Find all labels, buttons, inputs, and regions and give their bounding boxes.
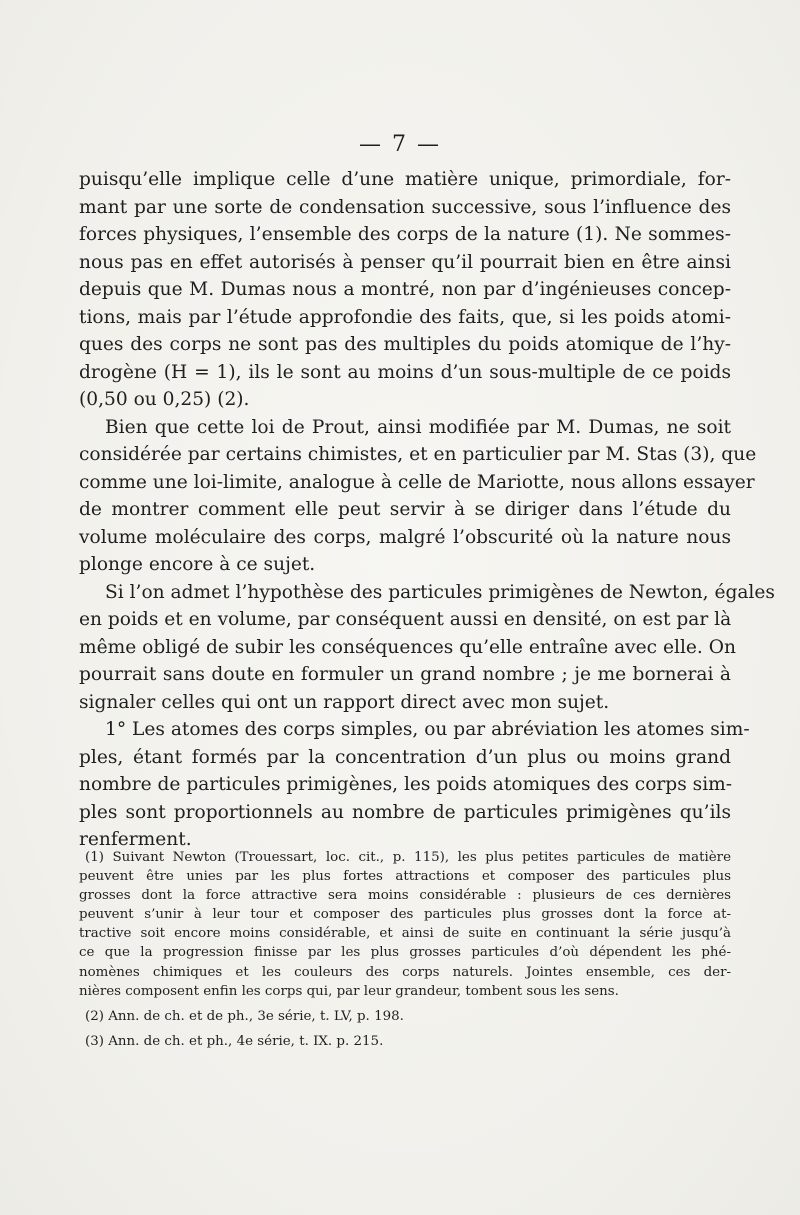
body-line: renferment.	[79, 829, 192, 850]
body-line: ples, étant formés par la concentration d’un plus ou moins grand	[79, 746, 731, 768]
body-line: nombre de particules primigènes, les poids atomiques des corps sim-	[79, 774, 733, 795]
body-line: Si l’on admet l’hypothèse des particules primigènes de Newton, égales	[105, 581, 775, 603]
body-line: considérée par certains chimistes, et en particulier par M. Stas (3), que	[79, 444, 757, 465]
body-line: tions, mais par l’étude approfondie des faits, que, si les poids atomi-	[79, 306, 731, 328]
body-line: ples sont proportionnels au nombre de particules primigènes qu’ils	[79, 801, 731, 823]
body-line: forces physiques, l’ensemble des corps de la nature (1). Ne sommes-	[79, 224, 731, 245]
body-line: ques des corps ne sont pas des multiples du poids atomique de l’hy-	[79, 334, 731, 355]
body-line: puisqu’elle implique celle d’une matière unique, primordiale, for-	[79, 169, 731, 190]
footnote-line: nomènes chimiques et les couleurs des corps naturels. Jointes ensemble, ces der-	[79, 964, 731, 980]
footnote-line: ce que la progression finisse par les plus grosses particules d’où dépendent les phé-	[79, 945, 731, 961]
footnote-line: peuvent s’unir à leur tour et composer des particules plus grosses dont la force at-	[79, 907, 731, 923]
body-line: depuis que M. Dumas nous a montré, non par d’ingénieuses concep-	[79, 279, 731, 300]
body-line: de montrer comment elle peut servir à se diriger dans l’étude du	[79, 499, 731, 520]
footnote-line: peuvent être unies par les plus fortes attractions et composer des particules plus	[79, 869, 731, 885]
footnote-line: tractive soit encore moins considérable, et ainsi de suite en continuant la série jusqu’à	[79, 926, 731, 942]
body-line: Bien que cette loi de Prout, ainsi modifiée par M. Dumas, ne soit	[105, 416, 731, 438]
body-line: drogène (H = 1), ils le sont au moins d’un sous-multiple de ce poids	[79, 361, 731, 383]
body-line: (0,50 ou 0,25) (2).	[79, 389, 250, 410]
footnote-line: nières composent enfin les corps qui, par leur grandeur, tombent sous les sens.	[79, 983, 619, 999]
body-line: comme une loi-limite, analogue à celle de Mariotte, nous allons essayer	[79, 471, 755, 493]
footnote-line: grosses dont la force attractive sera moins considérable : plusieurs de ces dernières	[79, 888, 731, 904]
body-line: en poids et en volume, par conséquent aussi en densité, on est par là	[79, 609, 732, 630]
body-line: plonge encore à ce sujet.	[79, 554, 316, 575]
footnote-reference: (3) Ann. de ch. et ph., 4e série, t. IX. p. 215.	[85, 1033, 384, 1049]
body-line: volume moléculaire des corps, malgré l’obscurité où la nature nous	[79, 526, 731, 548]
page-number: — 7 —	[359, 132, 441, 157]
footnotes	[79, 848, 731, 1051]
footnote-reference: (2) Ann. de ch. et de ph., 3e série, t. LV, p. 198.	[85, 1008, 404, 1024]
body-line: nous pas en effet autorisés à penser qu’il pourrait bien en être ainsi	[79, 251, 731, 273]
body-line: pourrait sans doute en formuler un grand nombre ; je me bornerai à	[79, 664, 731, 685]
body-line: mant par une sorte de condensation successive, sous l’influence des	[79, 196, 731, 218]
body-line: signaler celles qui ont un rapport direct avec mon sujet.	[79, 691, 610, 713]
body-text	[79, 166, 775, 854]
body-line: même obligé de subir les conséquences qu’elle entraîne avec elle. On	[79, 636, 736, 658]
footnote-line: (1) Suivant Newton (Trouessart, loc. cit., p. 115), les plus petites particules de matière	[85, 850, 731, 865]
body-line: 1° Les atomes des corps simples, ou par abréviation les atomes sim-	[105, 719, 750, 740]
